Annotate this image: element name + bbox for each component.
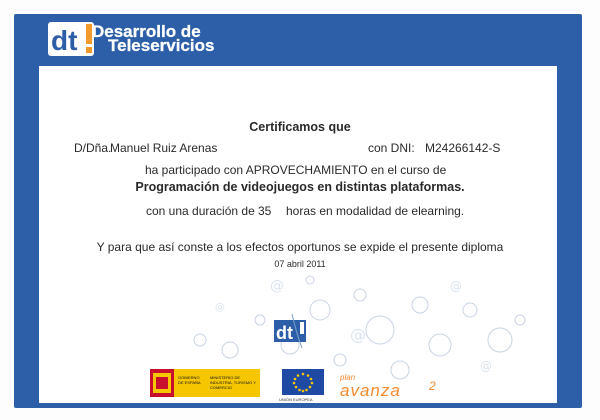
duration-suffix: horas en modalidad de elearning. [286, 204, 465, 218]
svg-text:dt: dt [276, 323, 293, 343]
dt-stamp-icon [272, 312, 312, 354]
issue-date: 07 abril 2011 [274, 259, 326, 269]
eu-flag-icon [282, 369, 324, 395]
dt-logo-icon [46, 20, 98, 58]
svg-text:@: @ [450, 279, 462, 293]
course-name: Programación de videojuegos en distintas plataformas. [135, 180, 465, 194]
ministry-name: MINISTERIO DE INDUSTRIA, TURISMO Y COMERCIO [210, 375, 256, 390]
plan-label: plan [340, 373, 356, 382]
recipient-name: Manuel Ruiz Arenas [110, 141, 218, 155]
duration-prefix: con una duración de [146, 204, 255, 218]
gov-line2: DE ESPAÑA [178, 380, 201, 385]
svg-text:@: @ [270, 278, 284, 294]
dni-label: con DNI: [368, 141, 415, 155]
name-prefix: D/Dña. [74, 141, 112, 155]
gov-line1: GOBIERNO [178, 375, 200, 380]
svg-text:dt: dt [51, 25, 78, 56]
svg-text:@: @ [480, 359, 492, 373]
closing-statement: Y para que así conste a los efectos oportunos se expide el presente diploma [96, 240, 504, 254]
duration-hours: 35 [258, 204, 272, 218]
brand-name-line2: Teleservicios [108, 36, 215, 55]
brand-name-line1: Desarrollo de [92, 22, 201, 41]
avanza-word: avanza [340, 381, 401, 400]
certificate-title: Certificamos que [249, 120, 351, 134]
avanza-number: 2 [429, 379, 436, 393]
svg-text:@: @ [350, 325, 366, 344]
svg-text:@: @ [215, 302, 225, 313]
eu-caption: UNIÓN EUROPEA [279, 397, 313, 402]
participation-line: ha participado con APROVECHAMIENTO en el curso de [145, 163, 447, 177]
dni-value: M24266142-S [425, 141, 501, 155]
